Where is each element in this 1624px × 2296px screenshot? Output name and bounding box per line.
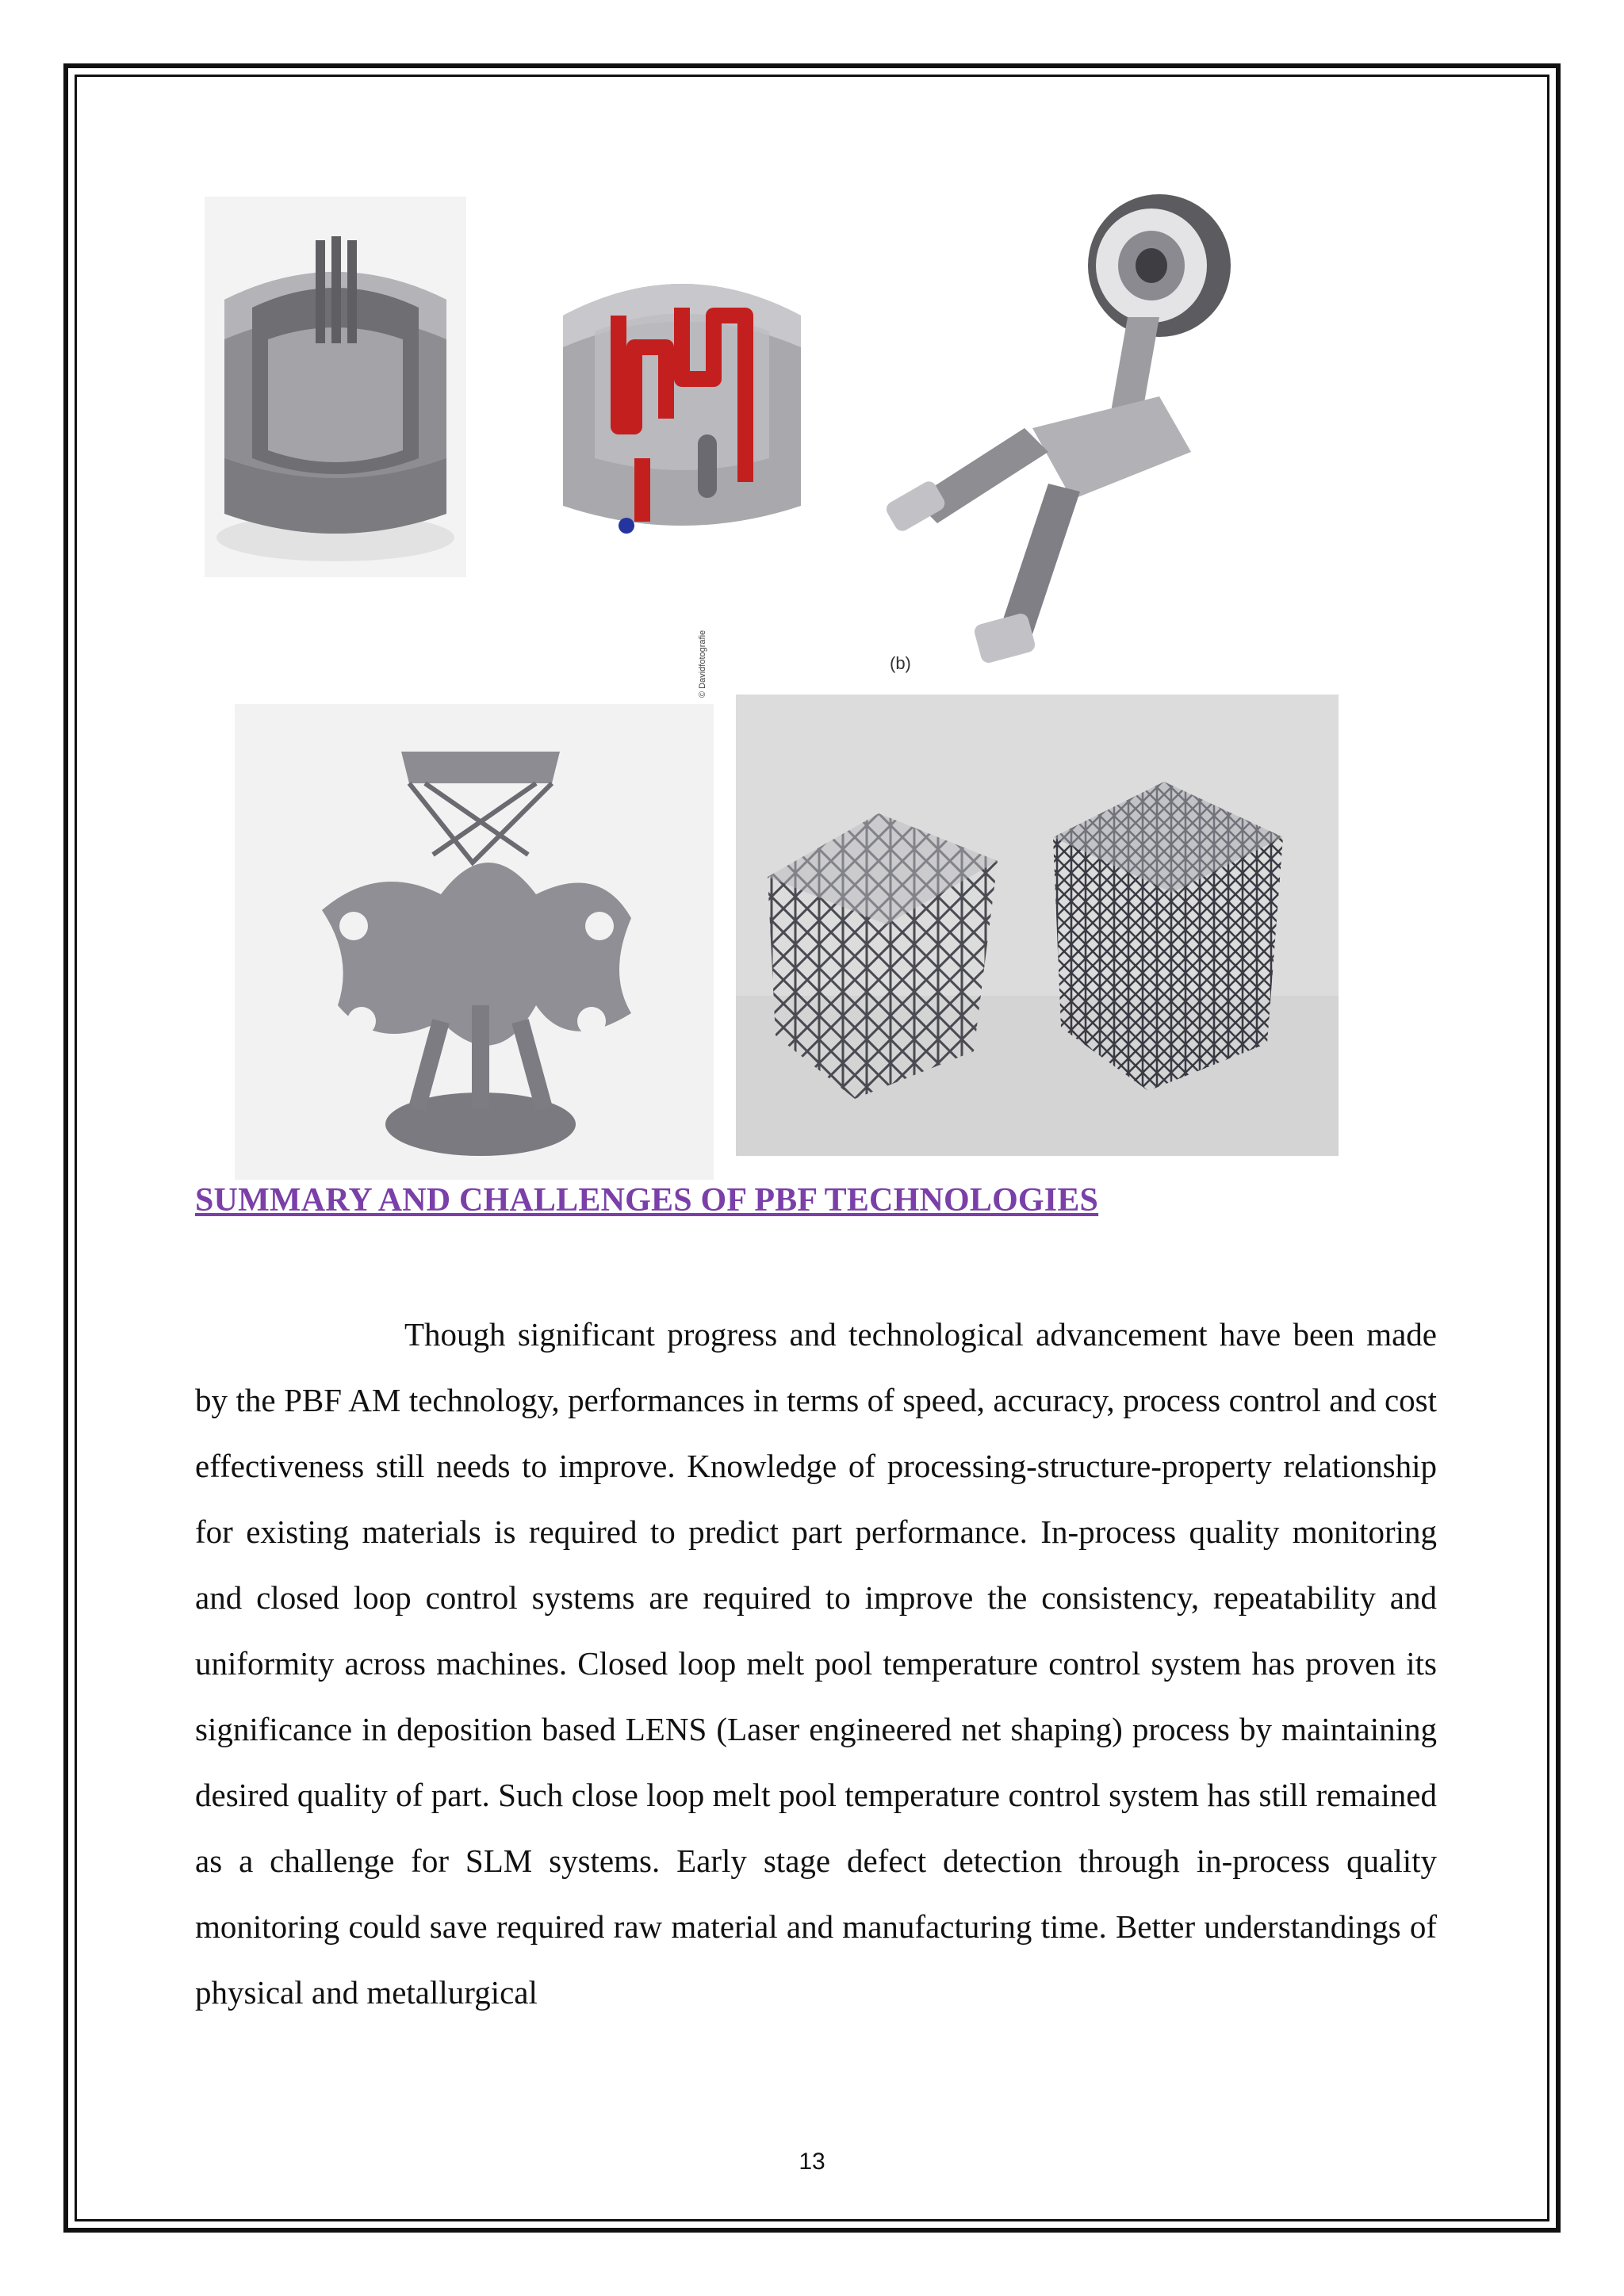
figure-label-b: (b) bbox=[890, 653, 911, 673]
y-manifold-part-image bbox=[850, 190, 1320, 695]
lattice-bracket-image bbox=[235, 704, 714, 1180]
body-paragraph: Though significant progress and technological advancement have been made by the PBF AM technology, performances in terms of speed, accuracy, process control and cost effectiveness still needs to improve. Knowledge of processing-structure-property relationship for existing materials is required to predict part performance. In-process quality monitoring and closed loop control systems are required to improve the consistency, repeatability and uniformity across machines. Closed loop melt pool temperature control system has proven its significance in deposition based LENS (Laser engineered net shaping) process by maintaining desired quality of part. Such close loop melt pool temperature control system has still remained as a challenge for SLM systems. Early stage defect detection through in-process quality monitoring could save required raw material and manufacturing time. Better understandings of physical and metallurgical bbox=[195, 1316, 1437, 2011]
metal-part-cylinder-image bbox=[205, 197, 466, 577]
section-heading: SUMMARY AND CHALLENGES OF PBF TECHNOLOGIES bbox=[195, 1182, 1099, 1219]
cooling-channel-part-image bbox=[547, 220, 817, 553]
page-number: 13 bbox=[799, 2149, 825, 2175]
lattice-cubes-image bbox=[736, 695, 1339, 1156]
photo-watermark: © Davidfotografie bbox=[698, 629, 707, 698]
